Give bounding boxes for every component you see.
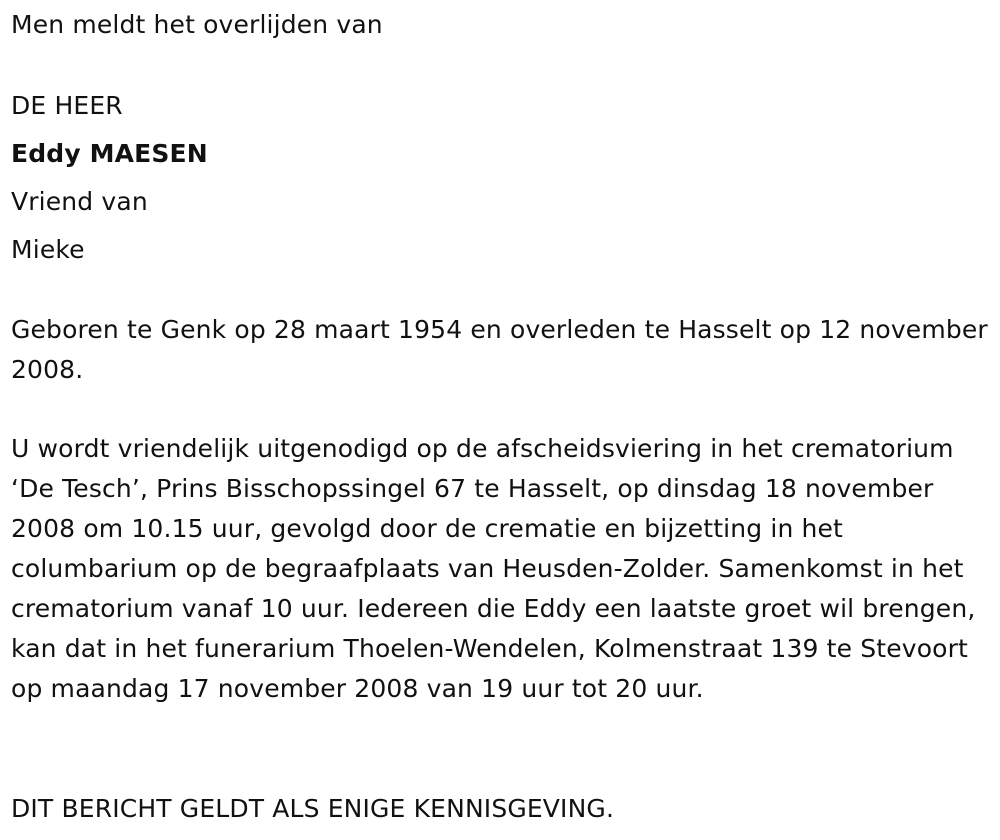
closing-statement: DIT BERICHT GELDT ALS ENIGE KENNISGEVING. bbox=[11, 794, 615, 823]
deceased-name: Eddy MAESEN bbox=[11, 139, 208, 168]
relation-name: Mieke bbox=[11, 235, 85, 264]
birth-death-paragraph: Geboren te Genk op 28 maart 1954 en overleden te Hasselt op 12 november 2008. bbox=[11, 315, 988, 384]
ceremony-paragraph: U wordt vriendelijk uitgenodigd op de afscheidsviering in het crematorium ‘De Tesch’, Prins Bisschopssingel 67 te Hasselt, op dinsdag 18 november 2008 om 10.15 uur, gevolgd door de crematie en bijzetting in het columbarium op de begraafplaats van Heusden-Zolder. Samenkomst in het crematorium vanaf 10 uur. Iedereen die Eddy een laatste groet wil brengen, kan dat in het funerarium Thoelen-Wendelen, Kolmenstraat 139 te Stevoort op maandag 17 november 2008 van 19 uur tot 20 uur. bbox=[11, 434, 976, 703]
intro-text: Men meldt het overlijden van bbox=[11, 10, 383, 39]
relation-label: Vriend van bbox=[11, 187, 148, 216]
salutation: DE HEER bbox=[11, 91, 123, 120]
